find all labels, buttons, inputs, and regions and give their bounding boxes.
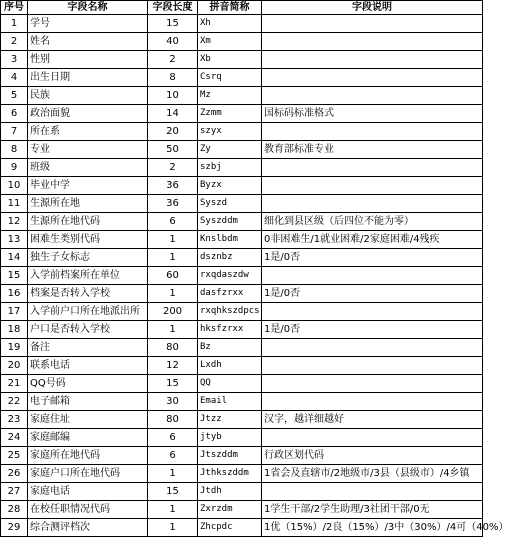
cell-field-name: 独生子女标志 (28, 249, 148, 267)
cell-field-length: 60 (148, 267, 198, 285)
cell-field-length: 15 (148, 483, 198, 501)
cell-pinyin: szyx (198, 123, 262, 141)
cell-description: 国标码标准格式 (262, 105, 483, 123)
cell-field-name: 学号 (28, 15, 148, 33)
cell-no: 18 (1, 321, 28, 339)
cell-description (262, 177, 483, 195)
cell-description (262, 429, 483, 447)
table-row (1, 15, 483, 33)
cell-no: 23 (1, 411, 28, 429)
cell-no: 15 (1, 267, 28, 285)
cell-field-length: 1 (148, 249, 198, 267)
cell-field-length: 50 (148, 141, 198, 159)
cell-description (262, 123, 483, 141)
cell-description: 1是/0否 (262, 321, 483, 339)
cell-field-length: 14 (148, 105, 198, 123)
cell-no: 9 (1, 159, 28, 177)
table-row (1, 177, 483, 195)
table-row (1, 159, 483, 177)
cell-pinyin: Jtdh (198, 483, 262, 501)
cell-description (262, 159, 483, 177)
cell-field-length: 8 (148, 69, 198, 87)
cell-pinyin: Csrq (198, 69, 262, 87)
table-row (1, 393, 483, 411)
cell-field-name: 生源所在地代码 (28, 213, 148, 231)
cell-field-name: 民族 (28, 87, 148, 105)
table-row (1, 465, 483, 483)
cell-field-length: 1 (148, 285, 198, 303)
cell-field-length: 2 (148, 159, 198, 177)
table-row (1, 105, 483, 123)
cell-field-length: 1 (148, 321, 198, 339)
cell-no: 26 (1, 465, 28, 483)
cell-field-name: 家庭户口所在地代码 (28, 465, 148, 483)
cell-no: 25 (1, 447, 28, 465)
table-row (1, 519, 483, 537)
cell-description (262, 267, 483, 285)
cell-description (262, 87, 483, 105)
cell-field-name: 入学前户口所在地派出所 (28, 303, 148, 321)
cell-pinyin: Xb (198, 51, 262, 69)
cell-no: 28 (1, 501, 28, 519)
table-row (1, 411, 483, 429)
cell-field-name: 在校任职情况代码 (28, 501, 148, 519)
cell-field-length: 1 (148, 231, 198, 249)
cell-description (262, 69, 483, 87)
cell-field-length: 40 (148, 33, 198, 51)
cell-no: 27 (1, 483, 28, 501)
cell-field-length: 15 (148, 375, 198, 393)
table-row (1, 33, 483, 51)
cell-description (262, 393, 483, 411)
cell-pinyin: Jtszddm (198, 447, 262, 465)
table-row (1, 429, 483, 447)
cell-field-length: 1 (148, 501, 198, 519)
table-row (1, 123, 483, 141)
table-row (1, 141, 483, 159)
cell-description: 0非困难生/1就业困难/2家庭困难/4残疾 (262, 231, 483, 249)
cell-pinyin: Jtzz (198, 411, 262, 429)
table-row (1, 357, 483, 375)
cell-field-length: 2 (148, 51, 198, 69)
cell-pinyin: Xm (198, 33, 262, 51)
cell-no: 3 (1, 51, 28, 69)
cell-pinyin: szbj (198, 159, 262, 177)
cell-no: 12 (1, 213, 28, 231)
cell-field-length: 36 (148, 195, 198, 213)
cell-field-name: QQ号码 (28, 375, 148, 393)
table-row (1, 303, 483, 321)
cell-field-name: 所在系 (28, 123, 148, 141)
cell-field-length: 36 (148, 177, 198, 195)
cell-field-length: 12 (148, 357, 198, 375)
cell-pinyin: Syszd (198, 195, 262, 213)
cell-field-length: 6 (148, 447, 198, 465)
cell-pinyin: jtyb (198, 429, 262, 447)
cell-pinyin: dasfzrxx (198, 285, 262, 303)
cell-field-name: 户口是否转入学校 (28, 321, 148, 339)
table-row (1, 447, 483, 465)
header-description: 字段说明 (262, 1, 483, 15)
cell-pinyin: dsznbz (198, 249, 262, 267)
cell-pinyin: Syszddm (198, 213, 262, 231)
table-row (1, 87, 483, 105)
cell-field-length: 15 (148, 15, 198, 33)
cell-no: 17 (1, 303, 28, 321)
cell-no: 24 (1, 429, 28, 447)
cell-no: 16 (1, 285, 28, 303)
cell-no: 21 (1, 375, 28, 393)
cell-pinyin: rxqhkszdpcs (198, 303, 262, 321)
cell-field-length: 80 (148, 411, 198, 429)
cell-pinyin: Knslbdm (198, 231, 262, 249)
cell-field-name: 综合测评档次 (28, 519, 148, 537)
cell-description (262, 357, 483, 375)
table-row (1, 249, 483, 267)
cell-description: 1是/0否 (262, 249, 483, 267)
cell-description: 细化到县区级（后四位不能为零） (262, 213, 483, 231)
cell-field-length: 30 (148, 393, 198, 411)
cell-field-length: 6 (148, 213, 198, 231)
table-row (1, 483, 483, 501)
cell-pinyin: QQ (198, 375, 262, 393)
cell-no: 7 (1, 123, 28, 141)
cell-field-length: 20 (148, 123, 198, 141)
cell-field-length: 10 (148, 87, 198, 105)
cell-pinyin: Bz (198, 339, 262, 357)
cell-no: 22 (1, 393, 28, 411)
cell-no: 6 (1, 105, 28, 123)
cell-description: 教育部标准专业 (262, 141, 483, 159)
cell-no: 14 (1, 249, 28, 267)
cell-pinyin: Zy (198, 141, 262, 159)
cell-field-name: 家庭电话 (28, 483, 148, 501)
cell-field-name: 专业 (28, 141, 148, 159)
cell-no: 11 (1, 195, 28, 213)
cell-pinyin: hksfzrxx (198, 321, 262, 339)
cell-field-name: 备注 (28, 339, 148, 357)
table-row (1, 195, 483, 213)
cell-no: 5 (1, 87, 28, 105)
cell-no: 8 (1, 141, 28, 159)
cell-no: 20 (1, 357, 28, 375)
header-field-length: 字段长度 (148, 1, 198, 15)
cell-field-name: 姓名 (28, 33, 148, 51)
cell-description (262, 33, 483, 51)
cell-field-name: 政治面貌 (28, 105, 148, 123)
cell-field-name: 档案是否转入学校 (28, 285, 148, 303)
cell-description (262, 51, 483, 69)
cell-no: 10 (1, 177, 28, 195)
cell-pinyin: Zxrzdm (198, 501, 262, 519)
cell-field-length: 6 (148, 429, 198, 447)
cell-field-name: 困难生类别代码 (28, 231, 148, 249)
table-row (1, 231, 483, 249)
cell-field-length: 1 (148, 465, 198, 483)
cell-description: 行政区划代码 (262, 447, 483, 465)
cell-description (262, 483, 483, 501)
cell-field-name: 性别 (28, 51, 148, 69)
table-row (1, 69, 483, 87)
cell-description (262, 339, 483, 357)
table-row (1, 321, 483, 339)
cell-pinyin: Zzmm (198, 105, 262, 123)
cell-description: 1是/0否 (262, 285, 483, 303)
cell-pinyin: Xh (198, 15, 262, 33)
cell-field-name: 电子邮箱 (28, 393, 148, 411)
table-row (1, 285, 483, 303)
cell-pinyin: Zhcpdc (198, 519, 262, 537)
cell-description (262, 303, 483, 321)
cell-no: 13 (1, 231, 28, 249)
cell-pinyin: Jthkszddm (198, 465, 262, 483)
cell-field-length: 200 (148, 303, 198, 321)
table-row (1, 501, 483, 519)
cell-no: 2 (1, 33, 28, 51)
cell-pinyin: Lxdh (198, 357, 262, 375)
cell-field-name: 生源所在地 (28, 195, 148, 213)
cell-field-name: 家庭所在地代码 (28, 447, 148, 465)
header-no: 序号 (1, 1, 28, 15)
table-row (1, 375, 483, 393)
cell-field-length: 1 (148, 519, 198, 537)
cell-no: 4 (1, 69, 28, 87)
header-pinyin: 拼音简称 (198, 1, 262, 15)
table-row (1, 213, 483, 231)
cell-description (262, 15, 483, 33)
cell-field-name: 联系电话 (28, 357, 148, 375)
cell-field-name: 入学前档案所在单位 (28, 267, 148, 285)
table-row (1, 339, 483, 357)
cell-field-name: 家庭住址 (28, 411, 148, 429)
cell-description: 1省会及直辖市/2地级市/3县（县级市）/4乡镇 (262, 465, 483, 483)
cell-description (262, 195, 483, 213)
cell-no: 19 (1, 339, 28, 357)
cell-description: 1优（15%）/2良（15%）/3中（30%）/4可（40%） (262, 519, 483, 537)
cell-pinyin: Byzx (198, 177, 262, 195)
header-row (1, 1, 483, 15)
cell-pinyin: rxqdaszdw (198, 267, 262, 285)
cell-field-name: 家庭邮编 (28, 429, 148, 447)
cell-description: 汉字，越详细越好 (262, 411, 483, 429)
table-row (1, 51, 483, 69)
cell-field-name: 毕业中学 (28, 177, 148, 195)
cell-description: 1学生干部/2学生助理/3社团干部/0无 (262, 501, 483, 519)
cell-pinyin: Mz (198, 87, 262, 105)
cell-field-name: 班级 (28, 159, 148, 177)
cell-description (262, 375, 483, 393)
cell-field-length: 80 (148, 339, 198, 357)
cell-pinyin: Email (198, 393, 262, 411)
cell-field-name: 出生日期 (28, 69, 148, 87)
cell-no: 29 (1, 519, 28, 537)
cell-no: 1 (1, 15, 28, 33)
header-field-name: 字段名称 (28, 1, 148, 15)
table-row (1, 267, 483, 285)
